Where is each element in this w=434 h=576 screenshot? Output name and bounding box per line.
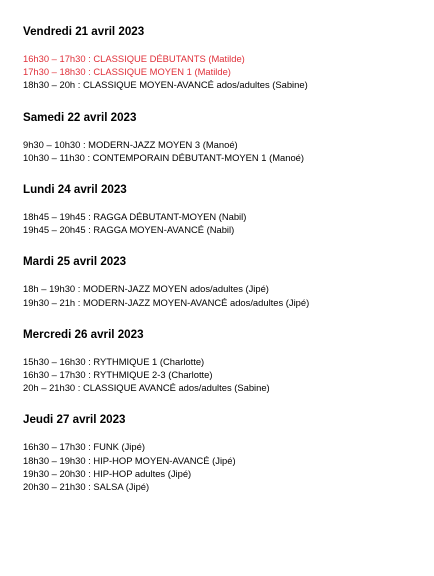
schedule-entry: 18h30 – 19h30 : HIP-HOP MOYEN-AVANCÉ (Jipé) <box>23 454 236 466</box>
day-heading: Vendredi 21 avril 2023 <box>23 25 145 38</box>
schedule-entry: 15h30 – 16h30 : RYTHMIQUE 1 (Charlotte) <box>23 355 205 367</box>
day-heading: Mercredi 26 avril 2023 <box>23 327 144 341</box>
day-heading: Mardi 25 avril 2023 <box>23 255 127 269</box>
day-section <box>23 25 423 92</box>
schedule-entry: 19h30 – 20h30 : HIP-HOP adultes (Jipé) <box>23 467 192 479</box>
day-heading: Jeudi 27 avril 2023 <box>23 413 126 427</box>
schedule-entry: 18h30 – 20h : CLASSIQUE MOYEN-AVANCÉ ados/adultes (Sabine) <box>23 79 308 91</box>
day-section <box>23 328 423 395</box>
schedule-document <box>23 25 423 512</box>
schedule-entry: 18h45 – 19h45 : RAGGA DÉBUTANT-MOYEN (Nabil) <box>23 211 247 223</box>
day-section <box>23 183 423 236</box>
day-heading: Samedi 22 avril 2023 <box>23 110 137 124</box>
schedule-entry: 10h30 – 11h30 : CONTEMPORAIN DÉBUTANT-MOYEN 1 (Manoé) <box>23 151 304 163</box>
schedule-entry: 16h30 – 17h30 : FUNK (Jipé) <box>23 441 145 453</box>
day-section <box>23 413 423 493</box>
schedule-entry-highlighted: 17h30 – 18h30 : CLASSIQUE MOYEN 1 (Matilde) <box>23 66 231 78</box>
day-section <box>23 255 423 308</box>
schedule-entry: 19h30 – 21h : MODERN-JAZZ MOYEN-AVANCÉ ados/adultes (Jipé) <box>23 296 310 308</box>
schedule-entry-highlighted: 16h30 – 17h30 : CLASSIQUE DÉBUTANTS (Matilde) <box>23 53 245 64</box>
schedule-entry: 18h – 19h30 : MODERN-JAZZ MOYEN ados/adultes (Jipé) <box>23 283 269 295</box>
schedule-entry: 20h30 – 21h30 : SALSA (Jipé) <box>23 481 150 493</box>
schedule-entry: 20h – 21h30 : CLASSIQUE AVANCÉ ados/adultes (Sabine) <box>23 382 270 394</box>
schedule-entry: 9h30 – 10h30 : MODERN-JAZZ MOYEN 3 (Manoé) <box>23 138 238 150</box>
day-section <box>23 111 423 164</box>
schedule-entry: 16h30 – 17h30 : RYTHMIQUE 2-3 (Charlotte) <box>23 369 213 381</box>
schedule-entry: 19h45 – 20h45 : RAGGA MOYEN-AVANCÉ (Nabil) <box>23 224 235 236</box>
day-heading: Lundi 24 avril 2023 <box>23 183 127 197</box>
